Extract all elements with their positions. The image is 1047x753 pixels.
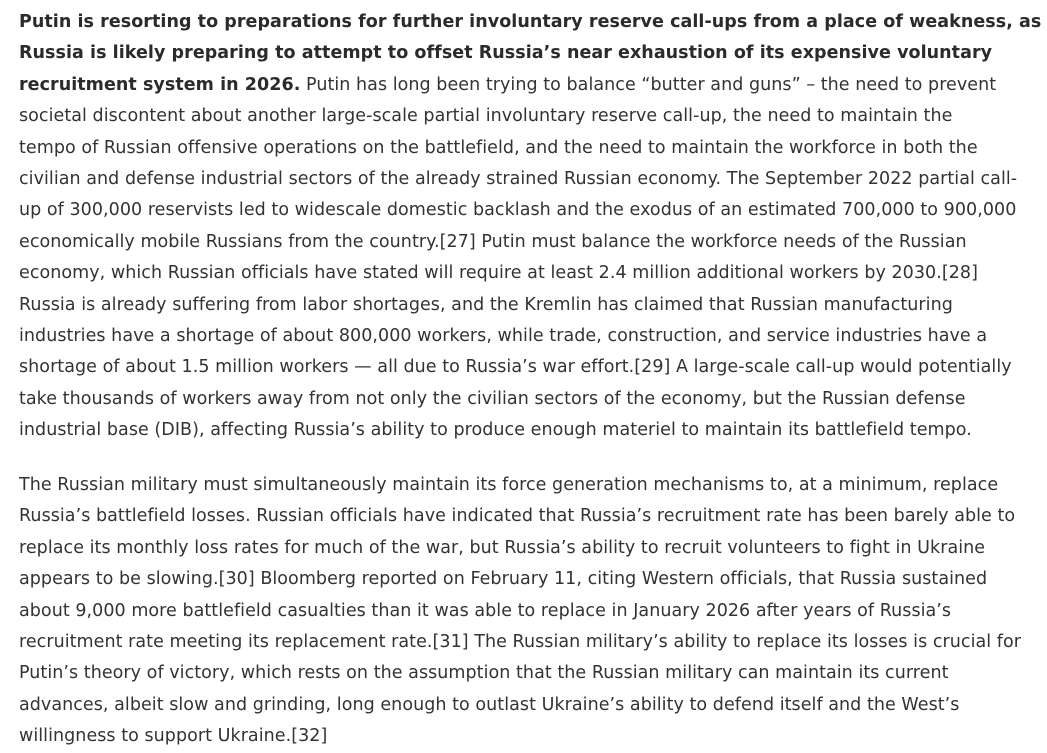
text-line (19, 721, 1021, 752)
text-line (19, 227, 1041, 258)
text-line (19, 352, 1041, 383)
text-line (19, 690, 1021, 721)
text-line (19, 596, 1021, 627)
text-line (19, 258, 1041, 289)
body-text: Russia is already suffering from labor shortages, and the Kremlin has claimed that Russian manufacturing (19, 294, 953, 315)
body-text: Russia’s battlefield losses. Russian officials have indicated that Russia’s recruitment rate has been barely able to (19, 506, 1016, 527)
text-line (19, 70, 1041, 101)
body-text: shortage of about 1.5 million workers — all due to Russia’s war effort.[29] A large-scale call-up would potentially (19, 357, 1012, 378)
text-line (19, 564, 1021, 595)
body-text: economy, which Russian officials have stated will require at least 2.4 million additional workers by 2030.[28] (19, 263, 978, 284)
body-text: take thousands of workers away from not only the civilian sectors of the economy, but the Russian defense (19, 388, 966, 409)
body-text: civilian and defense industrial sectors of the already strained Russian economy. The September 2022 partial call- (19, 168, 1018, 189)
body-text: The Russian military must simultaneously maintain its force generation mechanisms to, at a minimum, replace (19, 475, 999, 495)
text-line (19, 290, 1041, 321)
body-text: appears to be slowing.[30] Bloomberg reported on February 11, citing Western officials, that Russia sustained (19, 569, 988, 590)
text-line (19, 658, 1021, 689)
text-line (19, 195, 1041, 226)
text-line (19, 38, 1041, 69)
bold-lead-text: Putin is resorting to preparations for further involuntary reserve call-ups from a place of weakness, as (19, 12, 1042, 32)
text-line (19, 415, 1041, 446)
body-text: replace its monthly loss rates for much of the war, but Russia’s ability to recruit volunteers to fight in Ukraine (19, 537, 986, 558)
text-line (19, 470, 1021, 501)
text-line (19, 7, 1041, 38)
body-text: Putin has long been trying to balance “butter and guns” – the need to prevent (300, 74, 997, 95)
body-text: Putin’s theory of victory, which rests on the assumption that the Russian military can maintain its current (19, 663, 949, 684)
paragraph-putin-call-ups (19, 7, 1041, 446)
body-text: up of 300,000 reservists led to widescale domestic backlash and the exodus of an estimated 700,000 to 900,000 (19, 200, 1017, 221)
text-line (19, 627, 1021, 658)
body-text: advances, albeit slow and grinding, long enough to outlast Ukraine’s ability to defend itself and the West’s (19, 694, 960, 715)
bold-lead-text: recruitment system in 2026. (19, 74, 301, 95)
paragraph-force-generation (19, 470, 1021, 753)
text-line (19, 101, 1041, 132)
text-line (19, 321, 1041, 352)
body-text: societal discontent about another large-scale partial involuntary reserve call-up, the need to maintain the (19, 106, 953, 127)
body-text: industries have a shortage of about 800,000 workers, while trade, construction, and service industries have a (19, 325, 988, 346)
body-text: tempo of Russian offensive operations on the battlefield, and the need to maintain the workforce in both the (19, 137, 978, 158)
text-line (19, 501, 1021, 532)
body-text: about 9,000 more battlefield casualties than it was able to replace in January 2026 after years of Russia’s (19, 600, 952, 621)
body-text: recruitment rate meeting its replacement rate.[31] The Russian military’s ability to replace its losses is crucial for (19, 631, 1022, 652)
body-text: willingness to support Ukraine.[32] (19, 726, 328, 747)
body-text: industrial base (DIB), affecting Russia’s ability to produce enough materiel to maintain its battlefield tempo. (19, 420, 972, 441)
text-line (19, 133, 1041, 164)
bold-lead-text: Russia is likely preparing to attempt to offset Russia’s near exhaustion of its expensive voluntary (19, 43, 993, 64)
text-line (19, 164, 1041, 195)
body-text: economically mobile Russians from the country.[27] Putin must balance the workforce needs of the Russian (19, 231, 967, 252)
text-line (19, 384, 1041, 415)
text-line (19, 533, 1021, 564)
